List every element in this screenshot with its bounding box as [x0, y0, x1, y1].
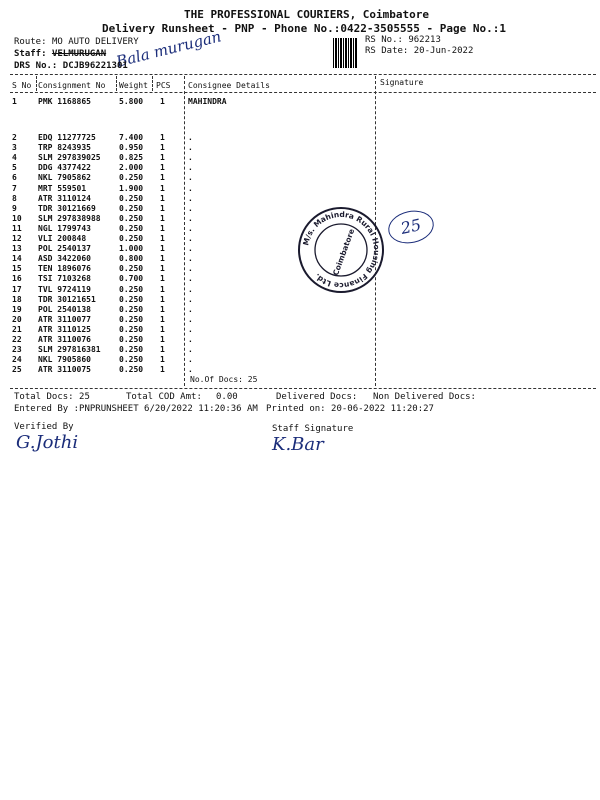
cell-consignment: DDG 4377422 [38, 163, 91, 173]
cell-consignment: VLI 200848 [38, 234, 87, 243]
cell-weight: 0.250 [119, 294, 144, 304]
col-header-pcs: PCS [156, 81, 171, 90]
cell-consignment: SLM 297838988 [38, 213, 101, 223]
cell-consignment: TSI 7103268 [38, 274, 91, 284]
cell-weight: 0.250 [119, 234, 144, 243]
cell-sno: 9 [12, 203, 17, 213]
cell-sno: 15 [12, 264, 22, 274]
staff-label: Staff: [14, 49, 47, 59]
cell-weight: 0.250 [119, 314, 144, 324]
cell-pcs: 1 [160, 153, 165, 163]
cell-consignment: TDR 30121669 [38, 203, 96, 213]
cell-sno: 12 [12, 234, 22, 243]
cell-consignment: TRP 8243935 [38, 143, 91, 153]
cell-pcs: 1 [160, 365, 165, 375]
cell-pcs: 1 [160, 133, 165, 142]
cell-sno: 24 [12, 355, 22, 365]
cell-consignment: ATR 3110076 [38, 335, 91, 344]
cell-consignee: . [188, 314, 193, 324]
cell-weight: 0.250 [119, 304, 144, 314]
cell-consignee: . [188, 304, 193, 314]
column-separator [36, 76, 37, 91]
cell-pcs: 1 [160, 244, 165, 254]
cell-pcs: 1 [160, 183, 165, 193]
cell-pcs: 1 [160, 355, 165, 365]
stamp-ring-text: M/s. Mahindra Rural Housing Finance Ltd. [301, 209, 382, 291]
cell-weight: 0.250 [119, 173, 144, 183]
cell-weight: 0.250 [119, 264, 144, 274]
cell-consignee: . [188, 254, 193, 264]
cell-consignee: . [188, 365, 193, 375]
rs-date: RS Date: 20-Jun-2022 [365, 46, 474, 56]
runsheet-subtitle: Delivery Runsheet - PNP - Phone No.:0422-3505555 - Page No.:1 [102, 22, 506, 35]
cell-consignee: . [188, 133, 193, 142]
cell-consignee: . [188, 143, 193, 153]
column-separator [116, 76, 117, 91]
cell-weight: 0.950 [119, 143, 144, 153]
col-header-sno: S No [12, 81, 32, 90]
cell-weight: 1.900 [119, 183, 144, 193]
cell-consignment: ATR 3110075 [38, 365, 91, 375]
cell-sno: 6 [12, 173, 17, 183]
cell-consignment: SLM 297816381 [38, 345, 101, 355]
cell-consignee: . [188, 324, 193, 334]
cell-consignment: EDQ 11277725 [38, 133, 96, 142]
cell-consignee: . [188, 355, 193, 365]
cell-weight: 0.250 [119, 193, 144, 203]
cell-pcs: 1 [160, 173, 165, 183]
staff-line [14, 49, 106, 59]
cell-consignment: ASD 3422060 [38, 254, 91, 264]
cell-pcs: 1 [160, 97, 165, 106]
cell-weight: 0.800 [119, 254, 144, 264]
cell-weight: 0.250 [119, 223, 144, 233]
cell-weight: 0.250 [119, 203, 144, 213]
cell-pcs: 1 [160, 345, 165, 355]
cell-consignee: . [188, 183, 193, 193]
total-cod-amount: 0.00 [216, 392, 238, 402]
total-docs: Total Docs: 25 [14, 392, 90, 402]
cell-sno: 1 [12, 97, 17, 106]
cell-sno: 8 [12, 193, 17, 203]
col-header-weight: Weight [119, 81, 148, 90]
cell-pcs: 1 [160, 274, 165, 284]
cell-weight: 0.250 [119, 335, 144, 344]
cell-consignment: TEN 1896076 [38, 264, 91, 274]
cell-pcs: 1 [160, 254, 165, 264]
cell-weight: 0.250 [119, 355, 144, 365]
rs-number: RS No.: 962213 [365, 35, 441, 45]
cell-pcs: 1 [160, 264, 165, 274]
divider [10, 388, 596, 389]
cell-pcs: 1 [160, 294, 165, 304]
cell-pcs: 1 [160, 203, 165, 213]
cell-consignment: MRT 559501 [38, 183, 87, 193]
cell-weight: 0.250 [119, 345, 144, 355]
cell-consignee: . [188, 284, 193, 294]
cell-sno: 18 [12, 294, 22, 304]
cell-sno: 20 [12, 314, 22, 324]
cell-consignment: ATR 3110125 [38, 324, 91, 334]
cell-weight: 1.000 [119, 244, 144, 254]
stamp-center-text: Coimbatore [331, 227, 357, 277]
cell-consignment: NGL 1799743 [38, 223, 91, 233]
cell-consignee: MAHINDRA [188, 97, 227, 106]
drs-label: DRS No.: [14, 61, 58, 71]
cell-sno: 7 [12, 183, 17, 193]
cell-consignee: . [188, 173, 193, 183]
cell-consignee: . [188, 234, 193, 243]
cell-consignee: . [188, 213, 193, 223]
cell-sno: 14 [12, 254, 22, 264]
cell-consignee: . [188, 264, 193, 274]
cell-weight: 0.250 [119, 324, 144, 334]
cell-pcs: 1 [160, 163, 165, 173]
cell-sno: 25 [12, 365, 22, 375]
cell-consignee: . [188, 223, 193, 233]
verified-signature: G.Jothi [16, 432, 79, 453]
verified-by-label: Verified By [14, 422, 74, 432]
cell-consignee: . [188, 153, 193, 163]
cell-sno: 17 [12, 284, 22, 294]
route-line [14, 37, 139, 47]
cell-pcs: 1 [160, 213, 165, 223]
cell-sno: 2 [12, 133, 17, 142]
cell-pcs: 1 [160, 223, 165, 233]
cell-sno: 4 [12, 153, 17, 163]
cell-consignment: TDR 30121651 [38, 294, 96, 304]
cell-weight: 0.250 [119, 213, 144, 223]
barcode [333, 38, 358, 68]
cell-pcs: 1 [160, 335, 165, 344]
cell-sno: 23 [12, 345, 22, 355]
cell-consignment: SLM 297839025 [38, 153, 101, 163]
company-title: THE PROFESSIONAL COURIERS, Coimbatore [184, 8, 430, 21]
company-stamp [296, 205, 386, 295]
col-header-consignee: Consignee Details [188, 81, 270, 90]
cell-weight: 0.825 [119, 153, 144, 163]
cell-consignee: . [188, 335, 193, 344]
cell-weight: 0.250 [119, 365, 144, 375]
staff-value: VELMURUGAN [51, 49, 107, 59]
cell-consignee: . [188, 193, 193, 203]
cell-sno: 19 [12, 304, 22, 314]
cell-pcs: 1 [160, 324, 165, 334]
cell-consignment: POL 2540137 [38, 244, 91, 254]
total-cod-label: Total COD Amt: [126, 392, 202, 402]
staff-signature: K.Bar [272, 434, 324, 455]
cell-sno: 13 [12, 244, 22, 254]
entered-by: Entered By :PNPRUNSHEET 6/20/2022 11:20:36 AM [14, 404, 258, 414]
cell-pcs: 1 [160, 234, 165, 243]
cell-consignment: TVL 9724119 [38, 284, 91, 294]
cell-sno: 11 [12, 223, 22, 233]
cell-pcs: 1 [160, 304, 165, 314]
cell-weight: 5.800 [119, 97, 144, 106]
cell-sno: 21 [12, 324, 22, 334]
drs-line [14, 61, 128, 71]
cell-consignee: . [188, 244, 193, 254]
cell-pcs: 1 [160, 284, 165, 294]
cell-pcs: 1 [160, 314, 165, 324]
cell-consignment: NKL 7905862 [38, 173, 91, 183]
col-header-consignment: Consignment No [38, 81, 106, 90]
cell-weight: 0.700 [119, 274, 144, 284]
divider [10, 92, 596, 93]
cell-consignment: POL 2540138 [38, 304, 91, 314]
cell-consignment: ATR 3110124 [38, 193, 91, 203]
column-separator [184, 76, 185, 386]
cell-weight: 7.400 [119, 133, 144, 142]
cell-sno: 3 [12, 143, 17, 153]
cell-sno: 22 [12, 335, 22, 344]
cell-consignment: ATR 3110077 [38, 314, 91, 324]
column-separator [152, 76, 153, 91]
delivered-docs: Delivered Docs: [276, 392, 358, 402]
cell-consignment: PMK 1168865 [38, 97, 91, 106]
cell-pcs: 1 [160, 143, 165, 153]
no-of-docs: No.Of Docs: 25 [190, 375, 258, 384]
cell-consignee: . [188, 203, 193, 213]
route-label: Route: [14, 37, 47, 47]
route-value: MO AUTO DELIVERY [51, 37, 139, 47]
cell-weight: 0.250 [119, 284, 144, 294]
cell-weight: 2.000 [119, 163, 144, 173]
cell-sno: 16 [12, 274, 22, 284]
drs-value: DCJB96221301 [62, 61, 128, 71]
staff-signature-label: Staff Signature [272, 424, 354, 434]
cell-consignee: . [188, 345, 193, 355]
cell-pcs: 1 [160, 193, 165, 203]
cell-sno: 5 [12, 163, 17, 173]
non-delivered-docs: Non Delivered Docs: [373, 392, 476, 402]
handwritten-count: 25 [385, 207, 437, 248]
cell-consignee: . [188, 294, 193, 304]
printed-on: Printed on: 20-06-2022 11:20:27 [266, 404, 434, 414]
cell-consignee: . [188, 163, 193, 173]
col-header-signature: Signature [380, 78, 424, 87]
cell-consignment: NKL 7905860 [38, 355, 91, 365]
divider [10, 74, 596, 75]
cell-sno: 10 [12, 213, 22, 223]
staff-handwritten-note: Bala murugan [114, 27, 223, 71]
cell-consignee: . [188, 274, 193, 284]
